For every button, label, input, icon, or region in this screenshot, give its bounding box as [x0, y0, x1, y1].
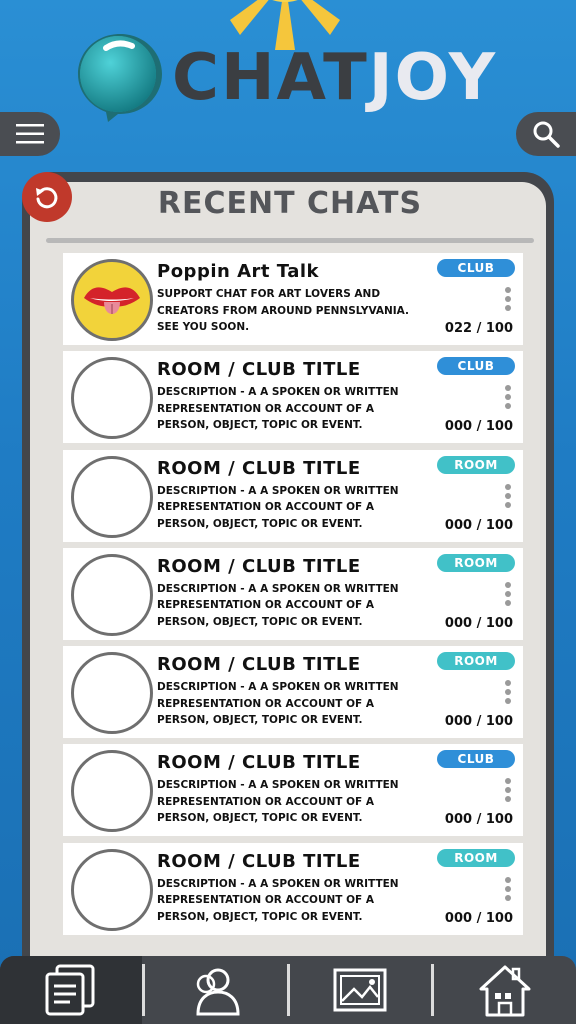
chat-card[interactable]: [63, 351, 523, 443]
more-options-icon[interactable]: [505, 582, 511, 609]
chat-description: DESCRIPTION - A A SPOKEN OR WRITTEN REPRESENTATION OR ACCOUNT OF A PERSON, OBJECT, TOPIC OR EVENT.: [157, 681, 399, 727]
hamburger-menu-icon: [16, 123, 44, 145]
avatar: [71, 750, 153, 832]
chat-description: DESCRIPTION - A A SPOKEN OR WRITTEN REPRESENTATION OR ACCOUNT OF A PERSON, OBJECT, TOPIC OR EVENT.: [157, 877, 399, 923]
chat-title: ROOM / CLUB TITLE: [157, 359, 361, 381]
logo-bubble-icon: [72, 30, 168, 122]
chat-card[interactable]: [63, 646, 523, 738]
logo-text-joy: JOY: [368, 41, 498, 115]
more-options-icon[interactable]: [505, 680, 511, 707]
chat-card[interactable]: [63, 450, 523, 542]
profile-icon: [188, 964, 244, 1016]
type-badge: ROOM: [437, 554, 515, 572]
type-badge: CLUB: [437, 750, 515, 768]
nav-home[interactable]: [434, 956, 576, 1024]
member-count: 000 / 100: [444, 812, 513, 828]
gallery-icon: [332, 967, 388, 1013]
chat-card[interactable]: [63, 548, 523, 640]
chat-title: ROOM / CLUB TITLE: [157, 555, 361, 577]
logo-text-chat: CHAT: [172, 41, 369, 115]
chat-card[interactable]: [63, 744, 523, 836]
member-count: 000 / 100: [444, 714, 513, 730]
chats-icon: [43, 964, 99, 1016]
type-badge: ROOM: [437, 849, 515, 867]
avatar: [71, 554, 153, 636]
chat-description: DESCRIPTION - A A SPOKEN OR WRITTEN REPRESENTATION OR ACCOUNT OF A PERSON, OBJECT, TOPIC OR EVENT.: [157, 386, 399, 432]
app-header: [0, 0, 576, 160]
member-count: 000 / 100: [444, 517, 513, 533]
chat-card[interactable]: [63, 843, 523, 935]
nav-gallery[interactable]: [290, 956, 432, 1024]
chat-title: ROOM / CLUB TITLE: [157, 654, 361, 676]
member-count: 000 / 100: [444, 419, 513, 435]
chat-title: Poppin Art Talk: [157, 261, 320, 282]
more-options-icon[interactable]: [505, 484, 511, 511]
chat-description: DESCRIPTION - A A SPOKEN OR WRITTEN REPRESENTATION OR ACCOUNT OF A PERSON, OBJECT, TOPIC OR EVENT.: [157, 484, 399, 530]
avatar: [71, 259, 153, 341]
avatar: [71, 456, 153, 538]
page-title: RECENT CHATS: [157, 186, 423, 221]
chat-title: ROOM / CLUB TITLE: [157, 850, 361, 872]
avatar: [71, 652, 153, 734]
member-count: 000 / 100: [444, 615, 513, 631]
more-options-icon[interactable]: [505, 778, 511, 805]
nav-profile[interactable]: [145, 956, 287, 1024]
nav-chats[interactable]: [0, 956, 142, 1024]
member-count: 022 / 100: [444, 321, 513, 336]
search-icon: [532, 120, 560, 148]
chat-card[interactable]: [63, 253, 523, 345]
chat-title: ROOM / CLUB TITLE: [157, 752, 361, 774]
chat-list: [63, 253, 523, 941]
bottom-nav: [0, 956, 576, 1024]
chat-description: DESCRIPTION - A A SPOKEN OR WRITTEN REPRESENTATION OR ACCOUNT OF A PERSON, OBJECT, TOPIC OR EVENT.: [157, 779, 399, 825]
avatar: [71, 849, 153, 931]
chat-description: DESCRIPTION - A A SPOKEN OR WRITTEN REPRESENTATION OR ACCOUNT OF A PERSON, OBJECT, TOPIC OR EVENT.: [157, 582, 399, 628]
type-badge: CLUB: [437, 357, 515, 375]
more-options-icon[interactable]: [505, 287, 511, 314]
type-badge: ROOM: [437, 456, 515, 474]
more-options-icon[interactable]: [505, 385, 511, 412]
avatar: [71, 357, 153, 439]
home-icon: [477, 963, 533, 1017]
app-logo: [172, 38, 497, 118]
menu-button[interactable]: [0, 112, 60, 156]
type-badge: ROOM: [437, 652, 515, 670]
member-count: 000 / 100: [444, 910, 513, 926]
more-options-icon[interactable]: [505, 877, 511, 904]
type-badge: CLUB: [437, 259, 515, 277]
title-divider: [46, 238, 534, 243]
chat-title: ROOM / CLUB TITLE: [157, 457, 361, 479]
search-button[interactable]: [516, 112, 576, 156]
lips-icon: [74, 262, 150, 338]
chat-description: SUPPORT CHAT FOR ART LOVERS AND CREATORS FROM AROUND PENNSLYVANIA. SEE YOU SOON.: [157, 288, 409, 333]
